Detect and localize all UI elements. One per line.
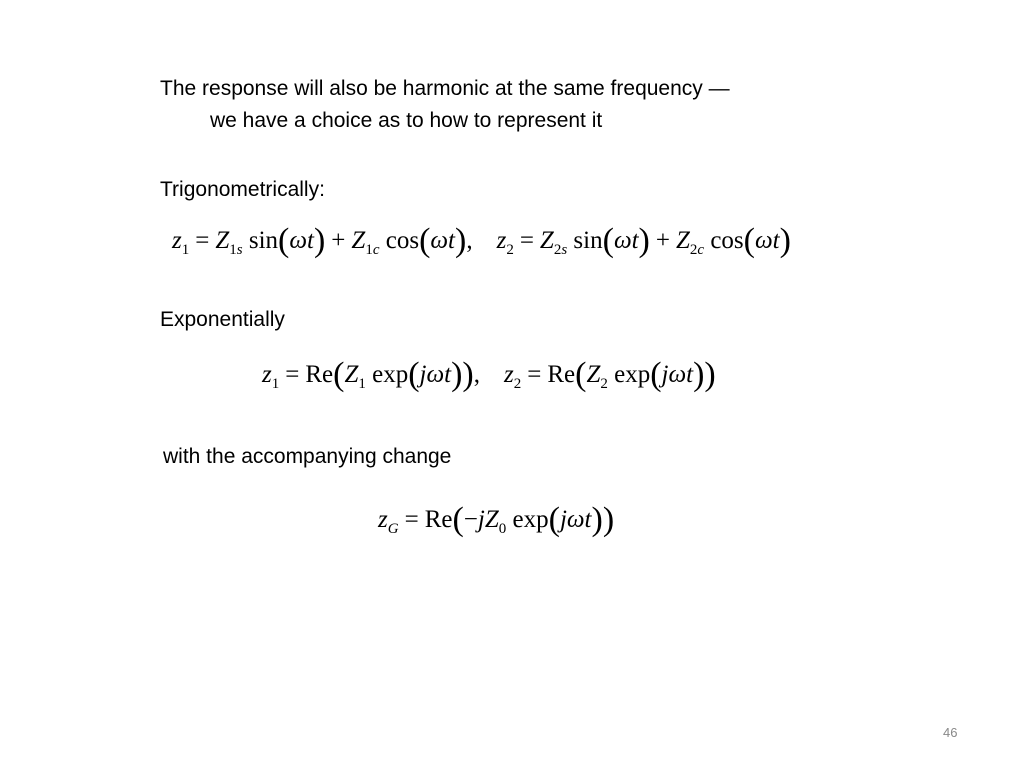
page-number: 46 [943, 725, 958, 740]
exp-equation: $z_1 = Re(Z_1$ exp(jωt)), $z_2 = Re(Z_2$ exp(jωt)) [262, 356, 716, 393]
trig-heading: Trigonometrically: [160, 178, 325, 201]
change-heading: with the accompanying change [163, 445, 452, 468]
change-equation: $z_G = Re(-jZ_0$ exp(jωt)) [378, 501, 615, 538]
trig-equation: $z_1 = Z_{1s}$ $\sin(\omega t) + Z_{1c}$ cos(ωt), $z_2 = Z_{2s}$ $\sin(\omega t) + Z_{2c}$ cos(ωt) [172, 222, 791, 259]
exp-heading: Exponentially [160, 308, 285, 331]
intro-line-2: we have a choice as to how to represent it [210, 109, 603, 132]
intro-line-1: The response will also be harmonic at the same frequency — [160, 77, 730, 100]
